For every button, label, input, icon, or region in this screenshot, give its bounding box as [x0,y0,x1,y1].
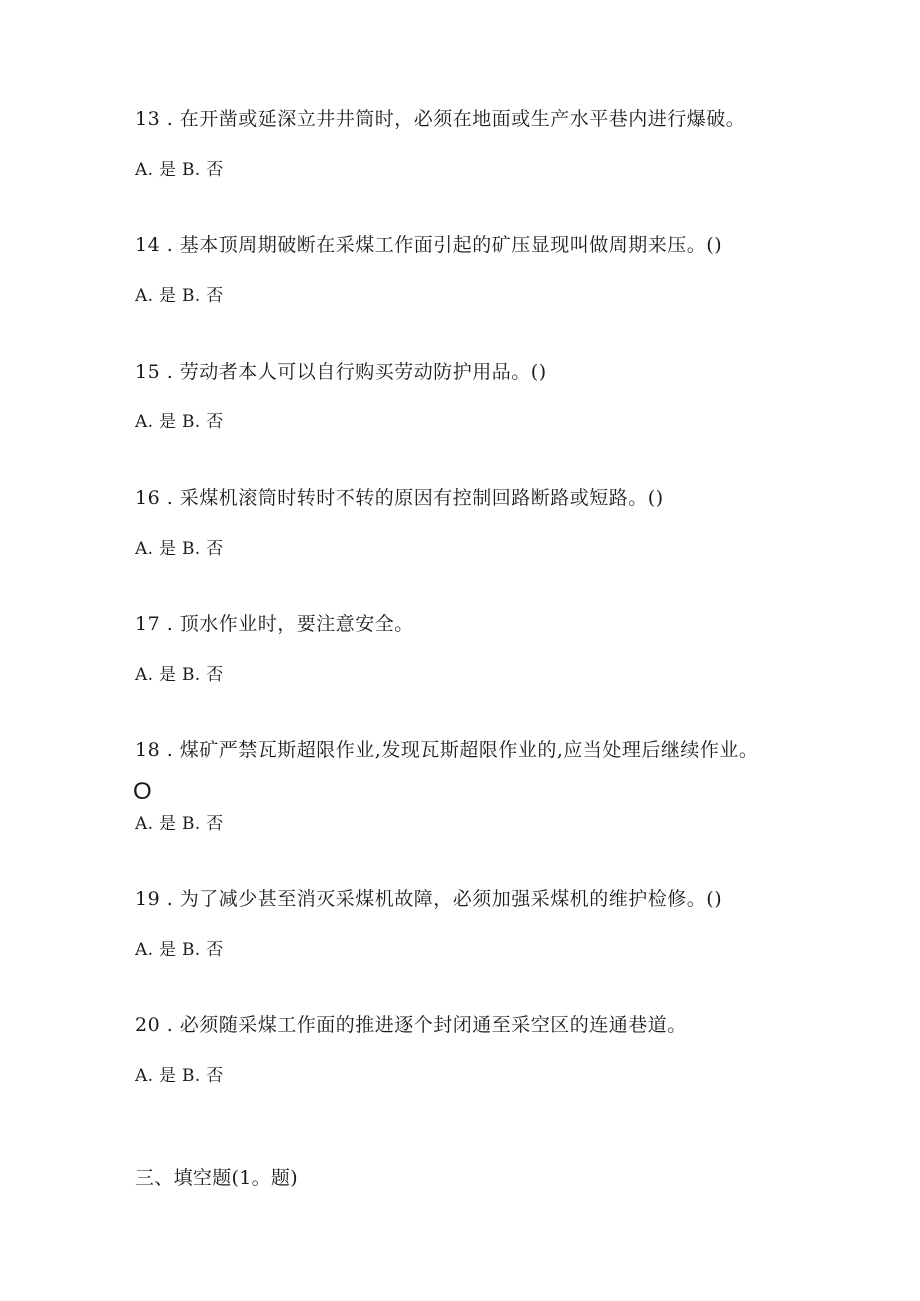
question-14-options: A. 是 B. 否 [135,286,224,306]
question-15-text: 15 . 劳动者本人可以自行购买劳动防护用品。() [135,361,547,383]
question-20-text: 20 . 必须随采煤工作面的推进逐个封闭通至采空区的连通巷道。 [135,1014,687,1036]
question-13-options: A. 是 B. 否 [135,160,224,180]
question-18-blank-mark: O [133,778,152,805]
question-19-text: 19 . 为了减少甚至消灭采煤机故障，必须加强采煤机的维护检修。() [135,888,723,910]
question-16-text: 16 . 采煤机滚筒时转时不转的原因有控制回路断路或短路。() [135,487,664,509]
question-17-options: A. 是 B. 否 [135,665,224,685]
question-18-options: A. 是 B. 否 [135,814,224,834]
question-13-text: 13 . 在开凿或延深立井井筒时，必须在地面或生产水平巷内进行爆破。 [135,108,746,130]
question-16-options: A. 是 B. 否 [135,539,224,559]
question-17-text: 17 . 顶水作业时，要注意安全。 [135,613,414,635]
question-14-text: 14 . 基本顶周期破断在采煤工作面引起的矿压显现叫做周期来压。() [135,234,723,256]
question-15-options: A. 是 B. 否 [135,412,224,432]
question-20-options: A. 是 B. 否 [135,1066,224,1086]
section-heading: 三、填空题(1。题) [135,1167,298,1189]
question-19-options: A. 是 B. 否 [135,940,224,960]
question-18-text: 18 . 煤矿严禁瓦斯超限作业,发现瓦斯超限作业的,应当处理后继续作业。 [135,739,759,761]
